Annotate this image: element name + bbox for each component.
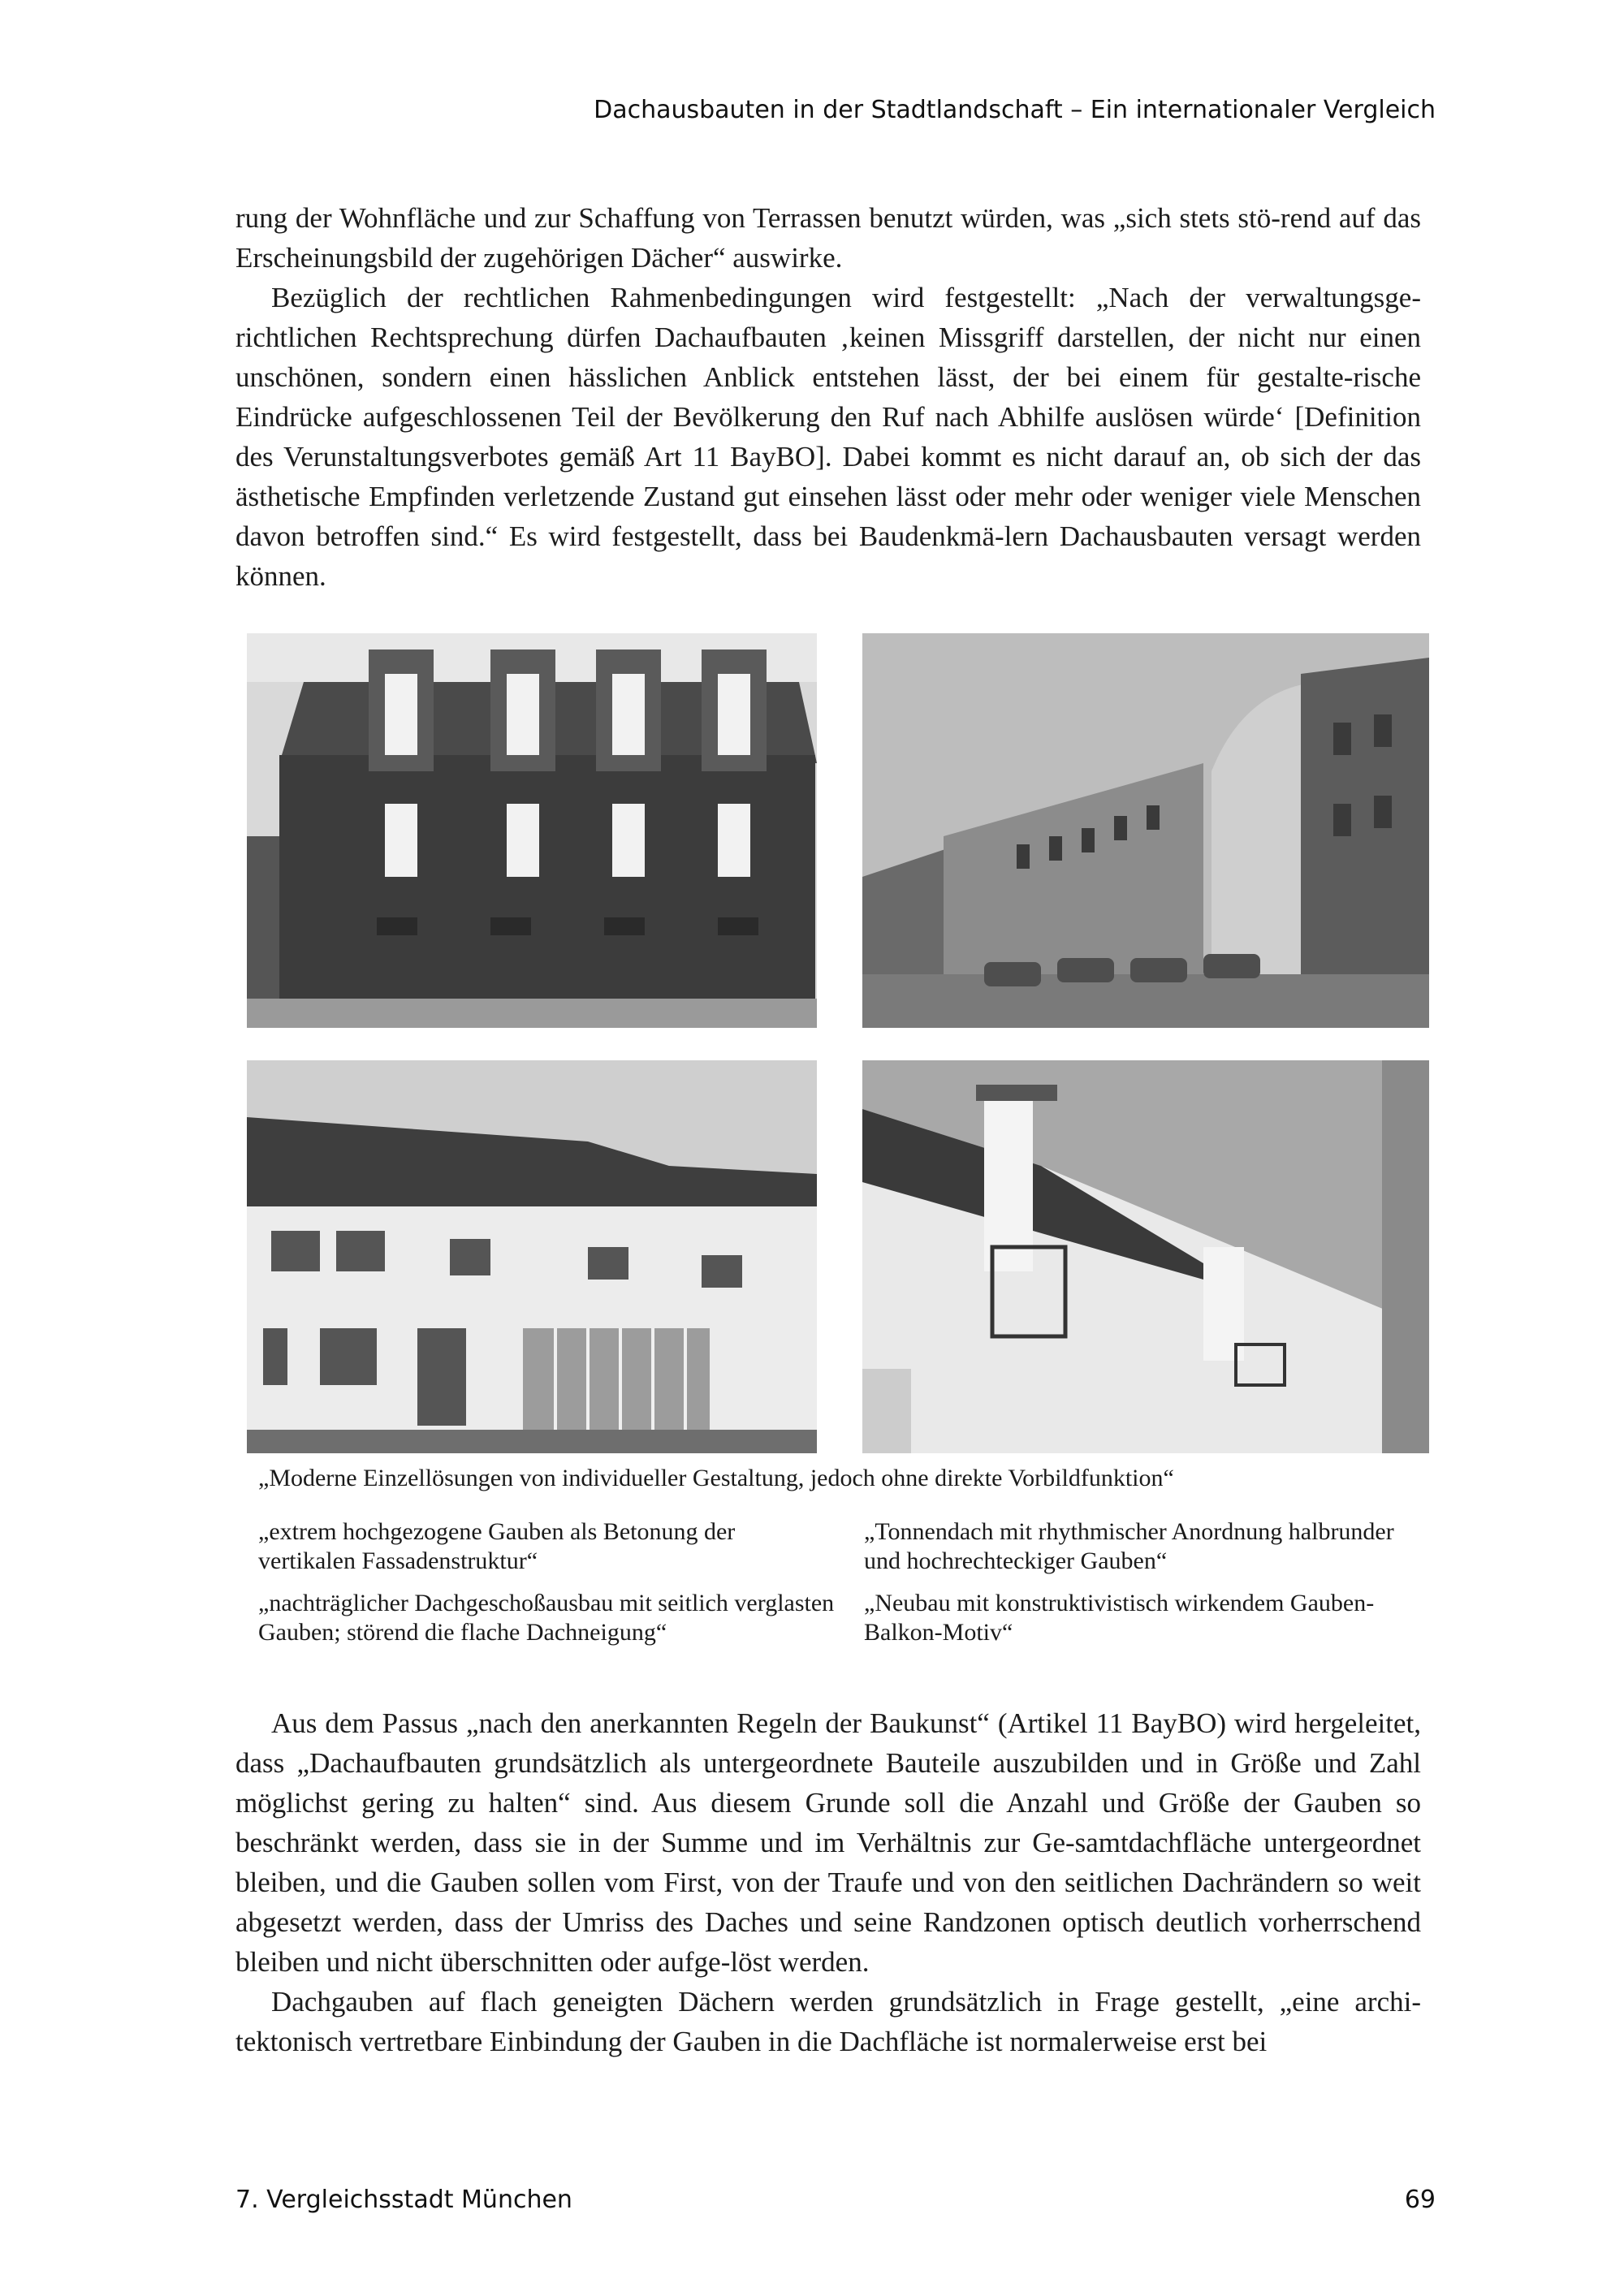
body-text-bottom <box>235 1703 1421 2061</box>
figure-caption-main: „Moderne Einzellösungen von individueller Gestaltung, jedoch ohne direkte Vorbildfunktion“ <box>258 1465 1174 1491</box>
figure-caption-photo-1: „extrem hochgezogene Gauben als Betonung der vertikalen Fassadenstruktur“ <box>258 1518 736 1574</box>
paragraph: Dachgauben auf flach geneigten Dächern werden grundsätzlich in Frage gestellt, „eine archi-tektonisch vertretbare Einbindung der Gauben in die Dachfläche ist normalerweise erst bei <box>235 1986 1421 2057</box>
page-number: 69 <box>1404 2186 1436 2214</box>
paragraph: Aus dem Passus „nach den anerkannten Regeln der Baukunst“ (Artikel 11 BayBO) wird hergeleitet, dass „Dachaufbauten grundsätzlich als untergeordnete Bauteile auszubilden und in Größe und Zahl möglichst gering zu halten“ sind. Aus diesem Grunde soll die Anzahl und Größe der Gauben so beschränkt werden, dass sie in der Summe und im Verhältnis zur Ge-samtdachfläche untergeordnet bleiben, und die Gauben sollen vom First, von der Traufe und von den seitlichen Dachrändern so weit abgesetzt werden, dass der Umriss des Daches und seine Randzonen optisch deutlich vorherrschend bleiben und nicht überschnitten oder aufge-löst werden. <box>235 1707 1421 1978</box>
photo-brick-facade-dormers <box>247 633 817 1028</box>
photo-street-barrel-roof <box>862 633 1429 1028</box>
photo-dormer-balcony-new-building <box>862 1060 1429 1453</box>
paragraph: rung der Wohnfläche und zur Schaffung von Terrassen benutzt würden, was „sich stets stö-rend auf das Erscheinungsbild der zugehörigen Dächer“ auswirke. <box>235 202 1421 274</box>
figure-caption-photo-4: „Neubau mit konstruktivistisch wirkendem Gauben-Balkon-Motiv“ <box>864 1590 1375 1646</box>
footer-chapter: 7. Vergleichsstadt München <box>235 2186 572 2214</box>
body-text-top <box>235 198 1421 596</box>
running-header: Dachausbauten in der Stadtlandschaft – Ein internationaler Vergleich <box>594 96 1436 124</box>
figure-caption-photo-3: „nachträglicher Dachgeschoßausbau mit seitlich verglasten Gauben; störend die flache Dachneigung“ <box>258 1590 835 1646</box>
photo-white-building-glazed-dormers <box>247 1060 817 1453</box>
paragraph: Bezüglich der rechtlichen Rahmenbedingungen wird festgestellt: „Nach der verwaltungsge-richtlichen Rechtsprechung dürfen Dachaufbauten ‚keinen Missgriff darstellen, der nicht nur einen unschönen, sondern einen hässlichen Anblick entstehen lässt, der bei einem für gestalte-rische Eindrücke aufgeschlossenen Teil der Bevölkerung den Ruf nach Abhilfe auslösen würde‘ [Definition des Verunstaltungsverbotes gemäß Art 11 BayBO]. Dabei kommt es nicht darauf an, ob sich der das ästhetische Empfinden verletzende Zustand gut einsehen lässt oder mehr oder weniger viele Menschen davon betroffen sind.“ Es wird festgestellt, dass bei Baudenkmä-lern Dachausbauten versagt werden können. <box>235 282 1421 592</box>
figure-caption-photo-2: „Tonnendach mit rhythmischer Anordnung halbrunder und hochrechteckiger Gauben“ <box>864 1518 1394 1574</box>
